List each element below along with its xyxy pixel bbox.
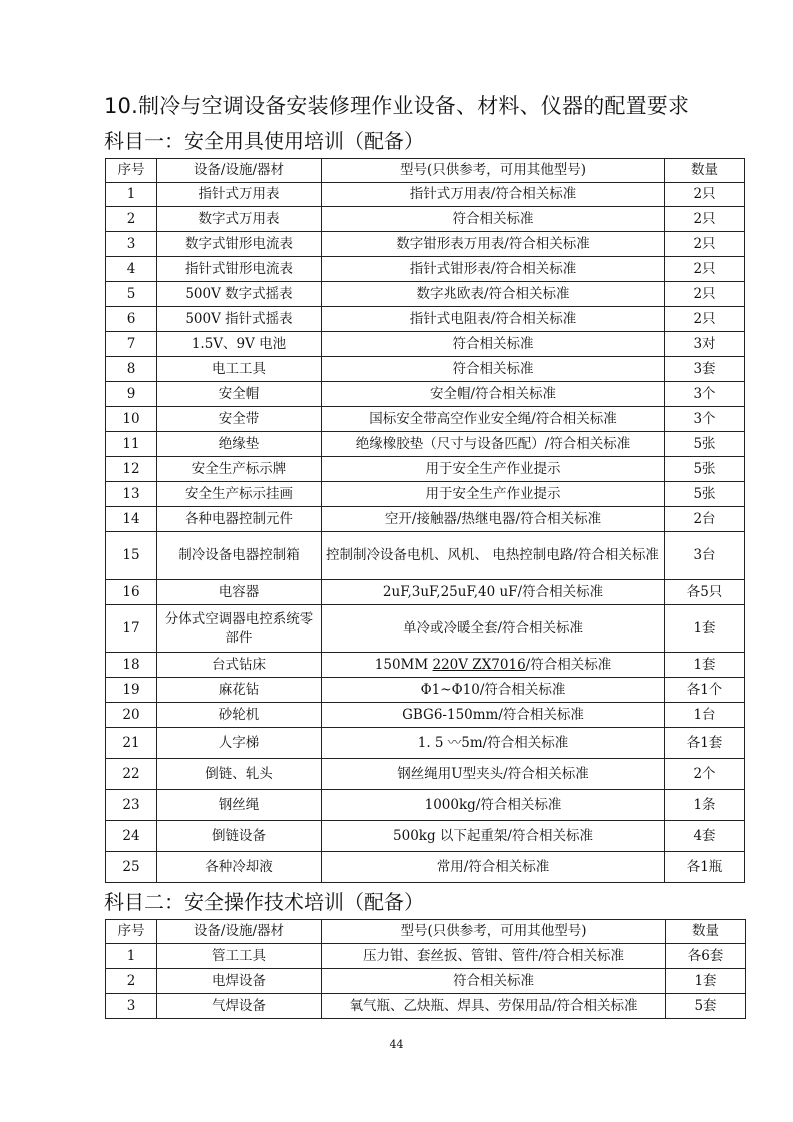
table-row — [106, 790, 745, 821]
row-no: 2 — [106, 207, 157, 232]
table-row — [106, 728, 745, 759]
row-model: 1000kg/符合相关标准 — [322, 790, 665, 821]
row-model: 数字钳形表万用表/符合相关标准 — [322, 232, 665, 257]
row-model: 2uF,3uF,25uF,40 uF/符合相关标准 — [322, 580, 665, 605]
row-model: 控制制冷设备电机、风机、 电热控制电路/符合相关标准 — [322, 532, 665, 580]
row-item: 台式钻床 — [157, 653, 322, 678]
page-title: 10.制冷与空调设备安装修理作业设备、材料、仪器的配置要求 — [104, 94, 690, 118]
row-qty: 3套 — [665, 357, 745, 382]
row-qty: 各1个 — [665, 678, 745, 703]
row-no: 23 — [106, 790, 157, 821]
row-no: 25 — [106, 852, 157, 883]
row-item: 1.5V、9V 电池 — [157, 332, 322, 357]
table-row — [106, 332, 745, 357]
row-item: 人字梯 — [157, 728, 322, 759]
row-qty: 2只 — [665, 232, 745, 257]
row-no: 2 — [106, 969, 157, 994]
row-qty: 3对 — [665, 332, 745, 357]
row-no: 17 — [106, 605, 157, 653]
row-item: 麻花钻 — [157, 678, 322, 703]
table-row — [106, 678, 745, 703]
row-qty: 4套 — [665, 821, 745, 852]
table-row — [106, 457, 745, 482]
table-row — [106, 357, 745, 382]
row-model: 国标安全带高空作业安全绳/符合相关标准 — [322, 407, 665, 432]
header-no: 序号 — [106, 159, 157, 183]
row-model: 氧气瓶、乙炔瓶、焊具、劳保用品/符合相关标准 — [322, 994, 666, 1019]
table-row — [106, 307, 745, 332]
table-row — [106, 821, 745, 852]
row-item: 安全带 — [157, 407, 322, 432]
section2-title: 科目二：安全操作技术培训（配备） — [104, 890, 424, 914]
model-underlined-part: 220V ZX7016 — [432, 656, 526, 673]
row-qty: 2台 — [665, 507, 745, 532]
row-no: 5 — [106, 282, 157, 307]
row-item: 指针式钳形电流表 — [157, 257, 322, 282]
row-model: 符合相关标准 — [322, 207, 665, 232]
row-no: 13 — [106, 482, 157, 507]
row-item: 数字式万用表 — [157, 207, 322, 232]
model-part: /符合相关标准 — [525, 656, 612, 673]
row-no: 4 — [106, 257, 157, 282]
row-no: 7 — [106, 332, 157, 357]
row-no: 6 — [106, 307, 157, 332]
table-header-row — [106, 920, 746, 944]
row-item: 各种冷却液 — [157, 852, 322, 883]
table-row — [106, 207, 745, 232]
table-row — [106, 852, 745, 883]
row-qty: 3台 — [665, 532, 745, 580]
table-row — [106, 507, 745, 532]
row-qty: 5张 — [665, 482, 745, 507]
row-qty: 2只 — [665, 183, 745, 207]
row-qty: 各5只 — [665, 580, 745, 605]
row-no: 21 — [106, 728, 157, 759]
row-model: 常用/符合相关标准 — [322, 852, 665, 883]
row-no: 3 — [106, 994, 157, 1019]
equipment-table-section2 — [105, 919, 746, 1019]
row-no: 12 — [106, 457, 157, 482]
row-item: 电焊设备 — [157, 969, 322, 994]
row-no: 20 — [106, 703, 157, 728]
table-row — [106, 407, 745, 432]
row-item: 500V 指针式摇表 — [157, 307, 322, 332]
row-qty: 2个 — [665, 759, 745, 790]
row-item: 安全帽 — [157, 382, 322, 407]
row-model: 1. 5 〰5m/符合相关标准 — [322, 728, 665, 759]
row-qty: 1条 — [665, 790, 745, 821]
row-model: 空开/接触器/热继电器/符合相关标准 — [322, 507, 665, 532]
row-model: 符合相关标准 — [322, 357, 665, 382]
row-item: 绝缘垫 — [157, 432, 322, 457]
row-no: 8 — [106, 357, 157, 382]
row-qty: 2只 — [665, 207, 745, 232]
row-qty: 各1瓶 — [665, 852, 745, 883]
row-item: 倒链设备 — [157, 821, 322, 852]
row-qty: 1套 — [666, 969, 746, 994]
row-no: 15 — [106, 532, 157, 580]
row-qty: 各1套 — [665, 728, 745, 759]
table-row — [106, 994, 746, 1019]
row-item: 各种电器控制元件 — [157, 507, 322, 532]
table-row — [106, 605, 745, 653]
row-qty: 5张 — [665, 457, 745, 482]
equipment-table-section1 — [105, 158, 745, 883]
table-header-row — [106, 159, 745, 183]
row-no: 3 — [106, 232, 157, 257]
header-no: 序号 — [106, 920, 157, 944]
row-item: 分体式空调器电控系统零部件 — [157, 605, 322, 653]
row-model: 绝缘橡胶垫（尺寸与设备匹配）/符合相关标准 — [322, 432, 665, 457]
row-qty: 2只 — [665, 307, 745, 332]
row-qty: 5套 — [666, 994, 746, 1019]
row-item: 倒链、轧头 — [157, 759, 322, 790]
row-qty: 5张 — [665, 432, 745, 457]
row-model: 500kg 以下起重架/符合相关标准 — [322, 821, 665, 852]
row-model: Φ1~Φ10/符合相关标准 — [322, 678, 665, 703]
header-model: 型号(只供参考，可用其他型号) — [322, 920, 666, 944]
row-model: 指针式钳形表/符合相关标准 — [322, 257, 665, 282]
table-row — [106, 232, 745, 257]
row-no: 22 — [106, 759, 157, 790]
row-qty: 1套 — [665, 653, 745, 678]
row-item: 钢丝绳 — [157, 790, 322, 821]
row-qty: 2只 — [665, 257, 745, 282]
row-model: 数字兆欧表/符合相关标准 — [322, 282, 665, 307]
row-item: 500V 数字式摇表 — [157, 282, 322, 307]
table-row — [106, 482, 745, 507]
header-model: 型号(只供参考，可用其他型号) — [322, 159, 665, 183]
row-model: 指针式电阻表/符合相关标准 — [322, 307, 665, 332]
row-model: 安全帽/符合相关标准 — [322, 382, 665, 407]
page-number: 44 — [389, 1038, 404, 1051]
model-part: 150MM — [374, 656, 433, 673]
table-row — [106, 759, 745, 790]
row-model — [322, 653, 665, 678]
row-model: 钢丝绳用U型夹头/符合相关标准 — [322, 759, 665, 790]
row-qty: 3个 — [665, 382, 745, 407]
row-model: 符合相关标准 — [322, 969, 666, 994]
row-item: 管工工具 — [157, 944, 322, 969]
row-item: 砂轮机 — [157, 703, 322, 728]
header-qty: 数量 — [666, 920, 746, 944]
row-no: 1 — [106, 183, 157, 207]
table-row — [106, 183, 745, 207]
row-no: 16 — [106, 580, 157, 605]
row-qty: 3个 — [665, 407, 745, 432]
row-item: 电工工具 — [157, 357, 322, 382]
row-qty: 1台 — [665, 703, 745, 728]
row-qty: 各6套 — [666, 944, 746, 969]
table-row — [106, 532, 745, 580]
row-item: 数字式钳形电流表 — [157, 232, 322, 257]
row-model: 用于安全生产作业提示 — [322, 457, 665, 482]
table-row — [106, 382, 745, 407]
header-item: 设备/设施/器材 — [157, 920, 322, 944]
row-model: 用于安全生产作业提示 — [322, 482, 665, 507]
row-no: 11 — [106, 432, 157, 457]
row-no: 1 — [106, 944, 157, 969]
header-qty: 数量 — [665, 159, 745, 183]
row-no: 10 — [106, 407, 157, 432]
row-item: 电容器 — [157, 580, 322, 605]
section1-title: 科目一：安全用具使用培训（配备） — [104, 129, 424, 153]
row-no: 19 — [106, 678, 157, 703]
row-item: 指针式万用表 — [157, 183, 322, 207]
row-no: 9 — [106, 382, 157, 407]
table-row — [106, 653, 745, 678]
row-item: 安全生产标示挂画 — [157, 482, 322, 507]
table-row — [106, 257, 745, 282]
row-item: 制冷设备电器控制箱 — [157, 532, 322, 580]
row-model: 符合相关标准 — [322, 332, 665, 357]
row-item: 安全生产标示牌 — [157, 457, 322, 482]
row-model: 单冷或冷暖全套/符合相关标准 — [322, 605, 665, 653]
row-qty: 1套 — [665, 605, 745, 653]
table-row — [106, 432, 745, 457]
row-qty: 2只 — [665, 282, 745, 307]
row-no: 24 — [106, 821, 157, 852]
row-model: GBG6-150mm/符合相关标准 — [322, 703, 665, 728]
table-row — [106, 969, 746, 994]
table-row — [106, 703, 745, 728]
row-no: 14 — [106, 507, 157, 532]
row-item: 气焊设备 — [157, 994, 322, 1019]
row-no: 18 — [106, 653, 157, 678]
row-model: 指针式万用表/符合相关标准 — [322, 183, 665, 207]
header-item: 设备/设施/器材 — [157, 159, 322, 183]
table-row — [106, 282, 745, 307]
row-model: 压力钳、套丝扳、管钳、管件/符合相关标准 — [322, 944, 666, 969]
table-row — [106, 944, 746, 969]
table-row — [106, 580, 745, 605]
